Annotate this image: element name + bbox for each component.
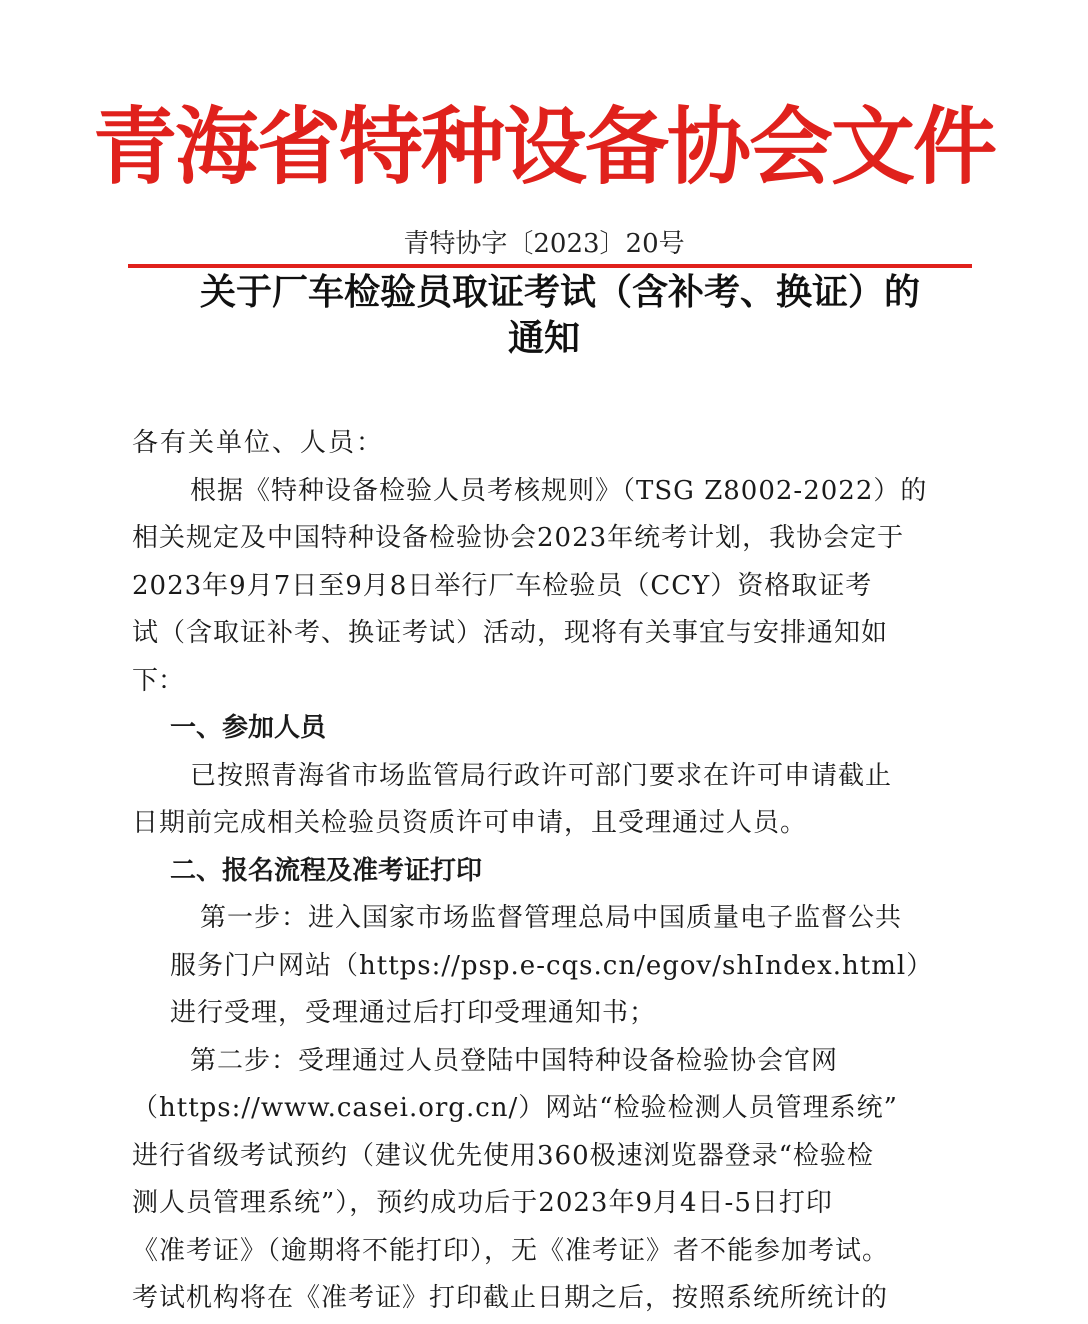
intro-line: 试（含取证补考、换证考试）活动，现将有关事宜与安排通知如 xyxy=(132,618,889,648)
notice-title-line-2: 通知 xyxy=(507,318,580,359)
participants-line: 日期前完成相关检验员资质许可申请，且受理通过人员。 xyxy=(132,808,808,838)
notice-title xyxy=(0,270,1088,362)
document-number: 青特协字〔2023〕20号 xyxy=(403,229,685,259)
section-heading-registration: 二、报名流程及准考证打印 xyxy=(170,855,483,886)
red-divider xyxy=(128,264,972,268)
step1-line: 服务门户网站（https://psp.e-cqs.cn/egov/shIndex.html） xyxy=(170,950,934,981)
step1-line: 进行受理，受理通过后打印受理通知书； xyxy=(170,998,657,1028)
step2-line: （https://www.casei.org.cn/）网站“检验检测人员管理系统” xyxy=(132,1093,898,1123)
step2-line: 进行省级考试预约（建议优先使用360极速浏览器登录“检验检 xyxy=(132,1140,874,1171)
section-heading-participants: 一、参加人员 xyxy=(170,713,327,743)
intro-line: 下： xyxy=(132,665,185,696)
step1-line: 第一步：进入国家市场监督管理总局中国质量电子监督公共 xyxy=(200,903,903,933)
intro-line: 相关规定及中国特种设备检验协会2023年统考计划，我协会定于 xyxy=(132,523,905,553)
participants-line: 已按照青海省市场监管局行政许可部门要求在许可申请截止 xyxy=(190,760,893,791)
step2-line: 《准考证》（逾期将不能打印），无《准考证》者不能参加考试。 xyxy=(132,1235,890,1266)
masthead-title: 青海省特种设备协会文件 xyxy=(92,98,995,196)
notice-title-line-1: 关于厂车检验员取证考试（含补考、换证）的 xyxy=(199,272,920,313)
intro-line: 2023年9月7日至9月8日举行厂车检验员（CCY）资格取证考 xyxy=(132,570,873,601)
step2-line: 第二步：受理通过人员登陆中国特种设备检验协会官网 xyxy=(190,1045,839,1076)
document-body xyxy=(132,420,962,1323)
intro-line: 根据《特种设备检验人员考核规则》（TSG Z8002-2022）的 xyxy=(190,475,928,506)
salutation: 各有关单位、人员： xyxy=(132,428,385,458)
step2-line: 考试机构将在《准考证》打印截止日期之后，按照系统所统计的 xyxy=(132,1283,889,1313)
step2-line: 测人员管理系统”），预约成功后于2023年9月4日-5日打印 xyxy=(132,1188,833,1218)
